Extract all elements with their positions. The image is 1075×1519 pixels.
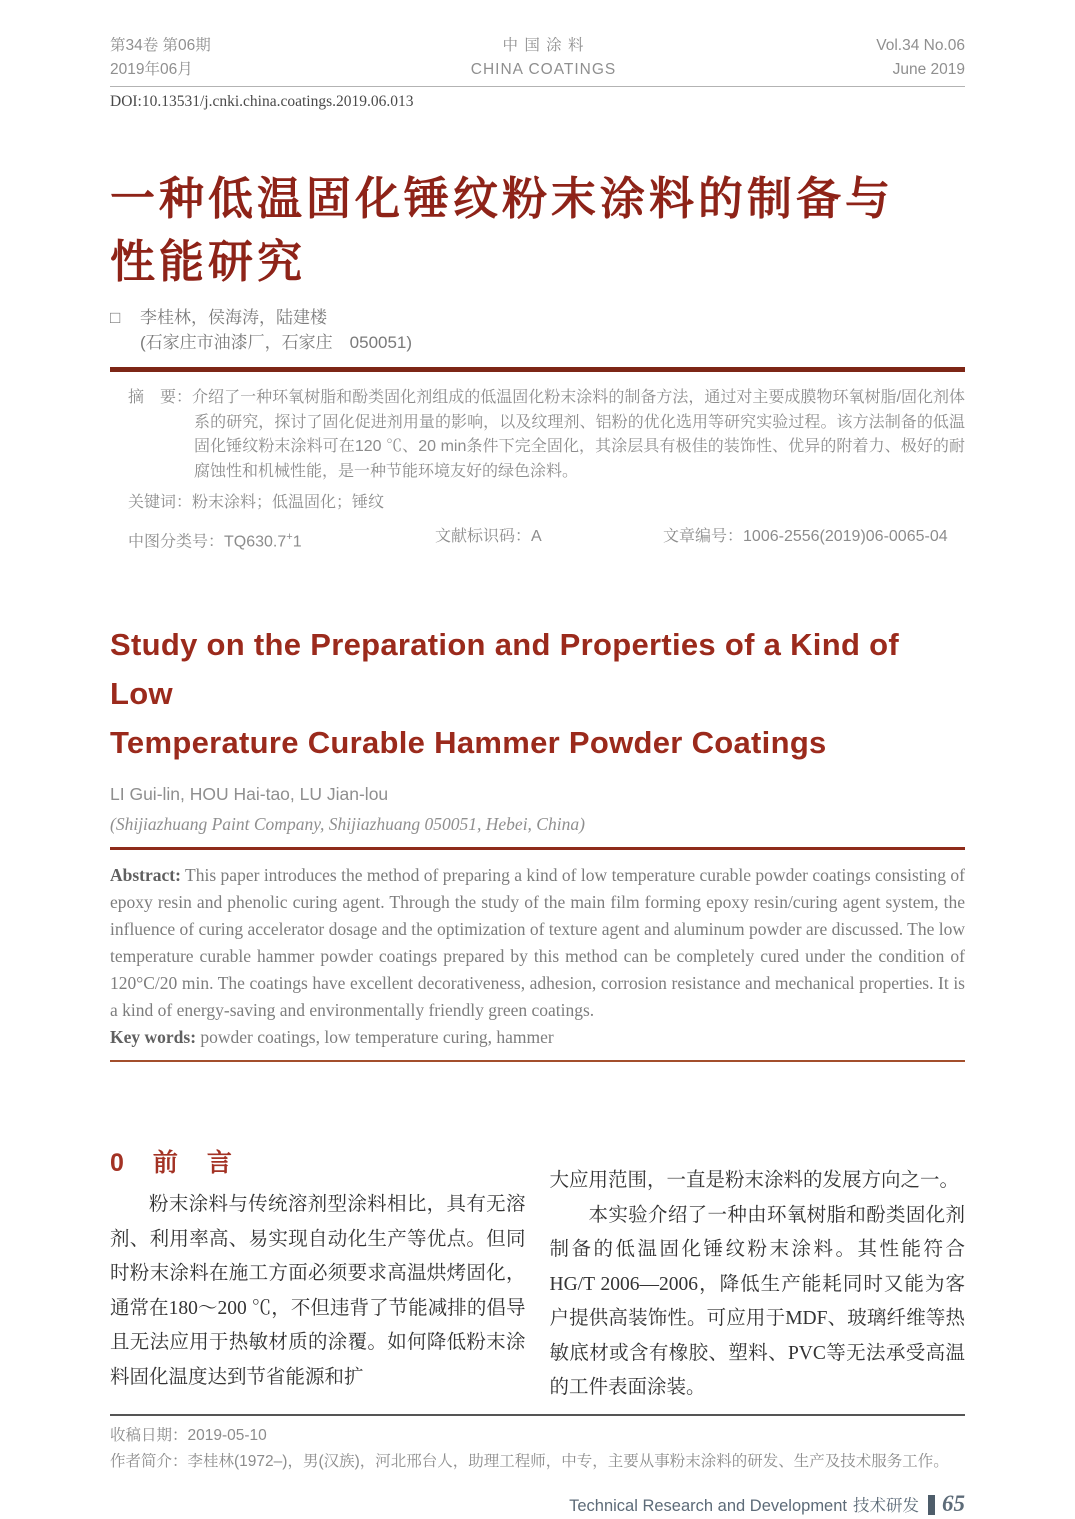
doc-code-value: A — [531, 528, 542, 545]
article-no-label: 文章编号： — [663, 528, 744, 545]
date-en: June 2019 — [892, 61, 965, 78]
author-bio-label: 作者简介： — [110, 1452, 188, 1470]
article-no-value: 1006-2556(2019)06-0065-04 — [743, 528, 948, 545]
masthead-center — [471, 34, 616, 82]
page-number: 65 — [942, 1490, 965, 1516]
footer-section-cn: 技术研发 — [853, 1496, 919, 1515]
clc-label: 中图分类号： — [128, 533, 225, 551]
received-date-label: 收稿日期： — [110, 1426, 188, 1444]
authors-cn: 李桂林，侯海涛，陆建楼 — [140, 308, 327, 327]
page-footer — [110, 1491, 965, 1519]
clc-value: TQ630.7 — [224, 533, 287, 551]
doi-line: DOI:10.13531/j.cnki.china.coatings.2019.06.013 — [110, 93, 414, 110]
date-cn: 2019年06月 — [110, 61, 193, 78]
masthead-divider — [110, 86, 965, 87]
journal-masthead — [110, 34, 965, 82]
keywords-cn-label: 关键词： — [128, 494, 193, 511]
body-columns — [110, 1148, 965, 1406]
journal-name-cn: 中 国 涂 料 — [502, 37, 585, 54]
keywords-en-label: Key words: — [110, 1027, 197, 1048]
volume-issue-cn: 第34卷 第06期 — [110, 37, 211, 54]
intro-paragraph-left: 粉末涂料与传统溶剂型涂料相比，具有无溶剂、利用率高、易实现自动化生产等优点。但同时粉末涂料在施工方面必须要求高温烘烤固化，通常在180～200 ℃，不但违背了节能减排的倡导且无法应用于热敏材质的涂覆。如何降低粉末涂料固化温度达到节省能源和扩 — [110, 1194, 526, 1388]
volume-issue-en: Vol.34 No.06 — [876, 37, 965, 54]
abstract-cn — [128, 386, 965, 484]
affiliation-en: (Shijiazhuang Paint Company, Shijiazhuang 050051, Hebei, China) — [110, 814, 585, 835]
clc-number — [128, 525, 435, 554]
journal-name-en: CHINA COATINGS — [470, 61, 617, 78]
classification-row — [128, 525, 965, 554]
body-column-right — [550, 1148, 966, 1406]
abstract-en-text: This paper introduces the method of preparing a kind of low temperature curable powder coatings consisting of epoxy resin and phenolic curing agent. Through the study of the main film forming epoxy resin/curing agent system, the influence of curing accelerator dosage and the optimization of texture agent and aluminum powder are discussed. The low temperature curable hammer powder coatings prepared by this method can be completely cured under the condition of 120°C/20 min. The coatings have excellent decorativeness, adhesion, corrosion resistance and mechanical properties. It is a kind of energy-saving and environmentally friendly green coatings. — [110, 865, 965, 1021]
keywords-en-text: powder coatings, low temperature curing, hammer — [196, 1027, 554, 1048]
article-title-en — [110, 620, 965, 767]
article-number — [663, 525, 948, 554]
clc-superscript: + — [286, 531, 293, 543]
abstract-divider-rule — [110, 1060, 965, 1062]
keywords-cn — [128, 491, 965, 515]
intro-paragraph-right-1: 大应用范围，一直是粉末涂料的发展方向之一。 — [549, 1170, 960, 1192]
document-code — [435, 525, 663, 554]
keywords-cn-text: 粉末涂料；低温固化；锤纹 — [192, 494, 385, 511]
abstract-en-label: Abstract: — [110, 865, 181, 886]
footnotes — [110, 1423, 965, 1475]
section-heading-intro: 0 前 言 — [110, 1149, 234, 1178]
authors-en: LI Gui-lin, HOU Hai-tao, LU Jian-lou — [110, 784, 389, 805]
abstract-cn-text: 介绍了一种环氧树脂和酚类固化剂组成的低温固化粉末涂料的制备方法，通过对主要成膜物环氧树脂/固化剂体系的研究，探讨了固化促进剂用量的影响，以及纹理剂、铝粉的优化选用等研究实验过程。该方法制备的低温固化锤纹粉末涂料可在120 ℃、20 min条件下完全固化，其涂层具有极佳的装饰性、优异的附着力、极好的耐腐蚀性和机械性能，是一种节能环境友好的绿色涂料。 — [192, 389, 965, 480]
article-title-en-line1: Study on the Preparation and Properties of a Kind of Low — [110, 627, 899, 712]
author-marker-icon: □ — [110, 308, 121, 327]
title-divider-rule — [110, 367, 965, 372]
doc-code-label: 文献标识码： — [435, 528, 532, 545]
article-title-cn-line1: 一种低温固化锤纹粉末涂料的制备与 — [110, 173, 895, 224]
abstract-cn-label: 摘 要： — [128, 389, 193, 406]
author-bio-text: 李桂林(1972–)，男(汉族)，河北邢台人，助理工程师，中专，主要从事粉末涂料的研发、生产及技术服务工作。 — [187, 1452, 949, 1470]
received-date-line — [110, 1423, 965, 1449]
keywords-en — [110, 1024, 965, 1051]
affiliation-cn: (石家庄市油漆厂，石家庄 050051) — [140, 333, 413, 352]
body-column-left — [110, 1148, 526, 1406]
clc-tail: 1 — [292, 533, 302, 551]
author-bio-line — [110, 1449, 965, 1475]
authors-cn-row — [110, 305, 965, 330]
page-number-bar-icon — [928, 1495, 935, 1515]
english-title-divider-rule — [110, 847, 965, 850]
received-date-value: 2019-05-10 — [187, 1426, 267, 1444]
masthead-left — [110, 34, 211, 82]
intro-paragraph-right-2: 本实验介绍了一种由环氧树脂和酚类固化剂制备的低温固化锤纹粉末涂料。其性能符合HG/T 2006—2006，降低生产能耗同时又能为客户提供高装饰性。可应用于MDF、玻璃纤维等热敏底材或含有橡胶、塑料、PVC等无法承受高温的工件表面涂装。 — [549, 1204, 965, 1399]
article-title-en-line2: Temperature Curable Hammer Powder Coatings — [110, 725, 827, 761]
footer-section-en: Technical Research and Development — [569, 1496, 847, 1515]
abstract-en — [110, 862, 965, 1024]
article-title-cn — [110, 167, 965, 293]
masthead-right — [876, 34, 965, 82]
article-title-cn-line2: 性能研究 — [110, 236, 307, 287]
footnote-divider-rule — [110, 1414, 965, 1416]
